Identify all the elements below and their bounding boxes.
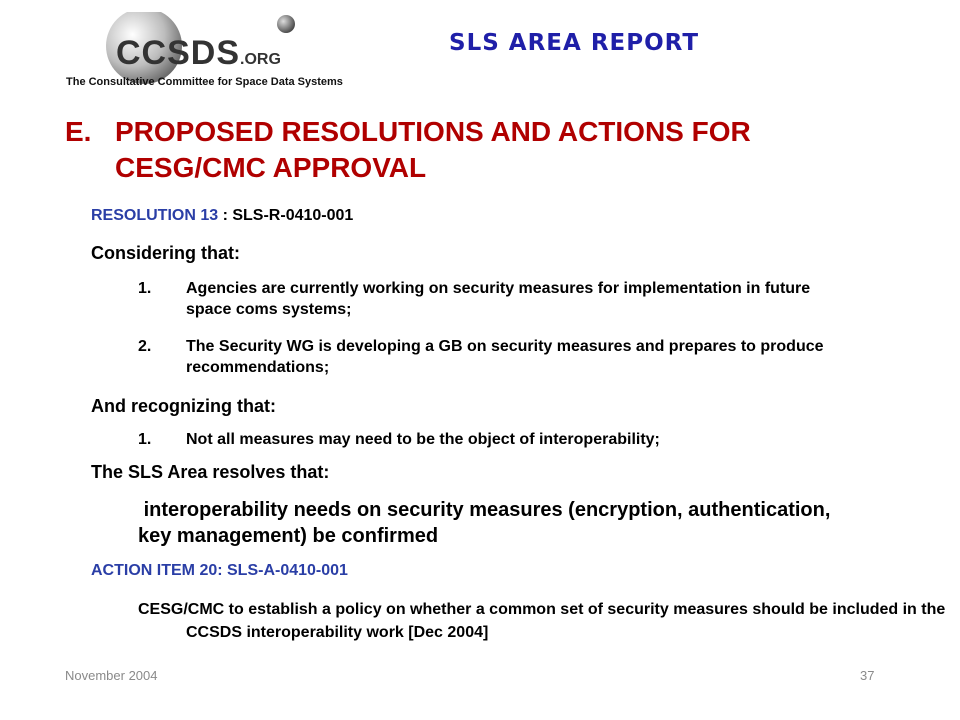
- section-title: PROPOSED RESOLUTIONS AND ACTIONS FOR CESG/CMC APPROVAL: [115, 116, 751, 183]
- resolution-line: [91, 207, 353, 225]
- report-title: SLS AREA REPORT: [449, 30, 700, 56]
- logo-tagline: The Consultative Committee for Space Data Systems: [66, 76, 343, 88]
- list-text: The Security WG is developing a GB on security measures and prepares to produce recommendations;: [186, 338, 824, 376]
- ccsds-logo: [60, 12, 352, 96]
- footer-date: November 2004: [65, 668, 158, 683]
- action-item-text: CESG/CMC to establish a policy on whether a common set of security measures should be included in the CCSDS interoperability work [Dec 2004]: [138, 601, 946, 641]
- resolves-text: interoperability needs on security measures (encryption, authentication, key management) be confirmed: [138, 499, 836, 547]
- page-number: 37: [860, 668, 875, 683]
- list-number: 1.: [138, 431, 152, 448]
- resolves-title: The SLS Area resolves that:: [91, 462, 330, 482]
- list-text: Not all measures may need to be the object of interoperability;: [186, 431, 660, 448]
- resolution-id: : SLS-R-0410-001: [218, 207, 354, 224]
- section-letter: E.: [65, 116, 92, 147]
- considering-title: Considering that:: [91, 243, 240, 263]
- list-number: 2.: [138, 338, 152, 355]
- list-number: 1.: [138, 280, 152, 297]
- recognizing-title: And recognizing that:: [91, 396, 276, 416]
- resolution-label: RESOLUTION 13: [91, 207, 219, 224]
- action-item-label: ACTION ITEM 20: SLS-A-0410-001: [91, 562, 348, 579]
- logo-brand: CCSDS.ORG: [116, 34, 281, 72]
- list-text: Agencies are currently working on security measures for implementation in future space coms systems;: [186, 280, 811, 318]
